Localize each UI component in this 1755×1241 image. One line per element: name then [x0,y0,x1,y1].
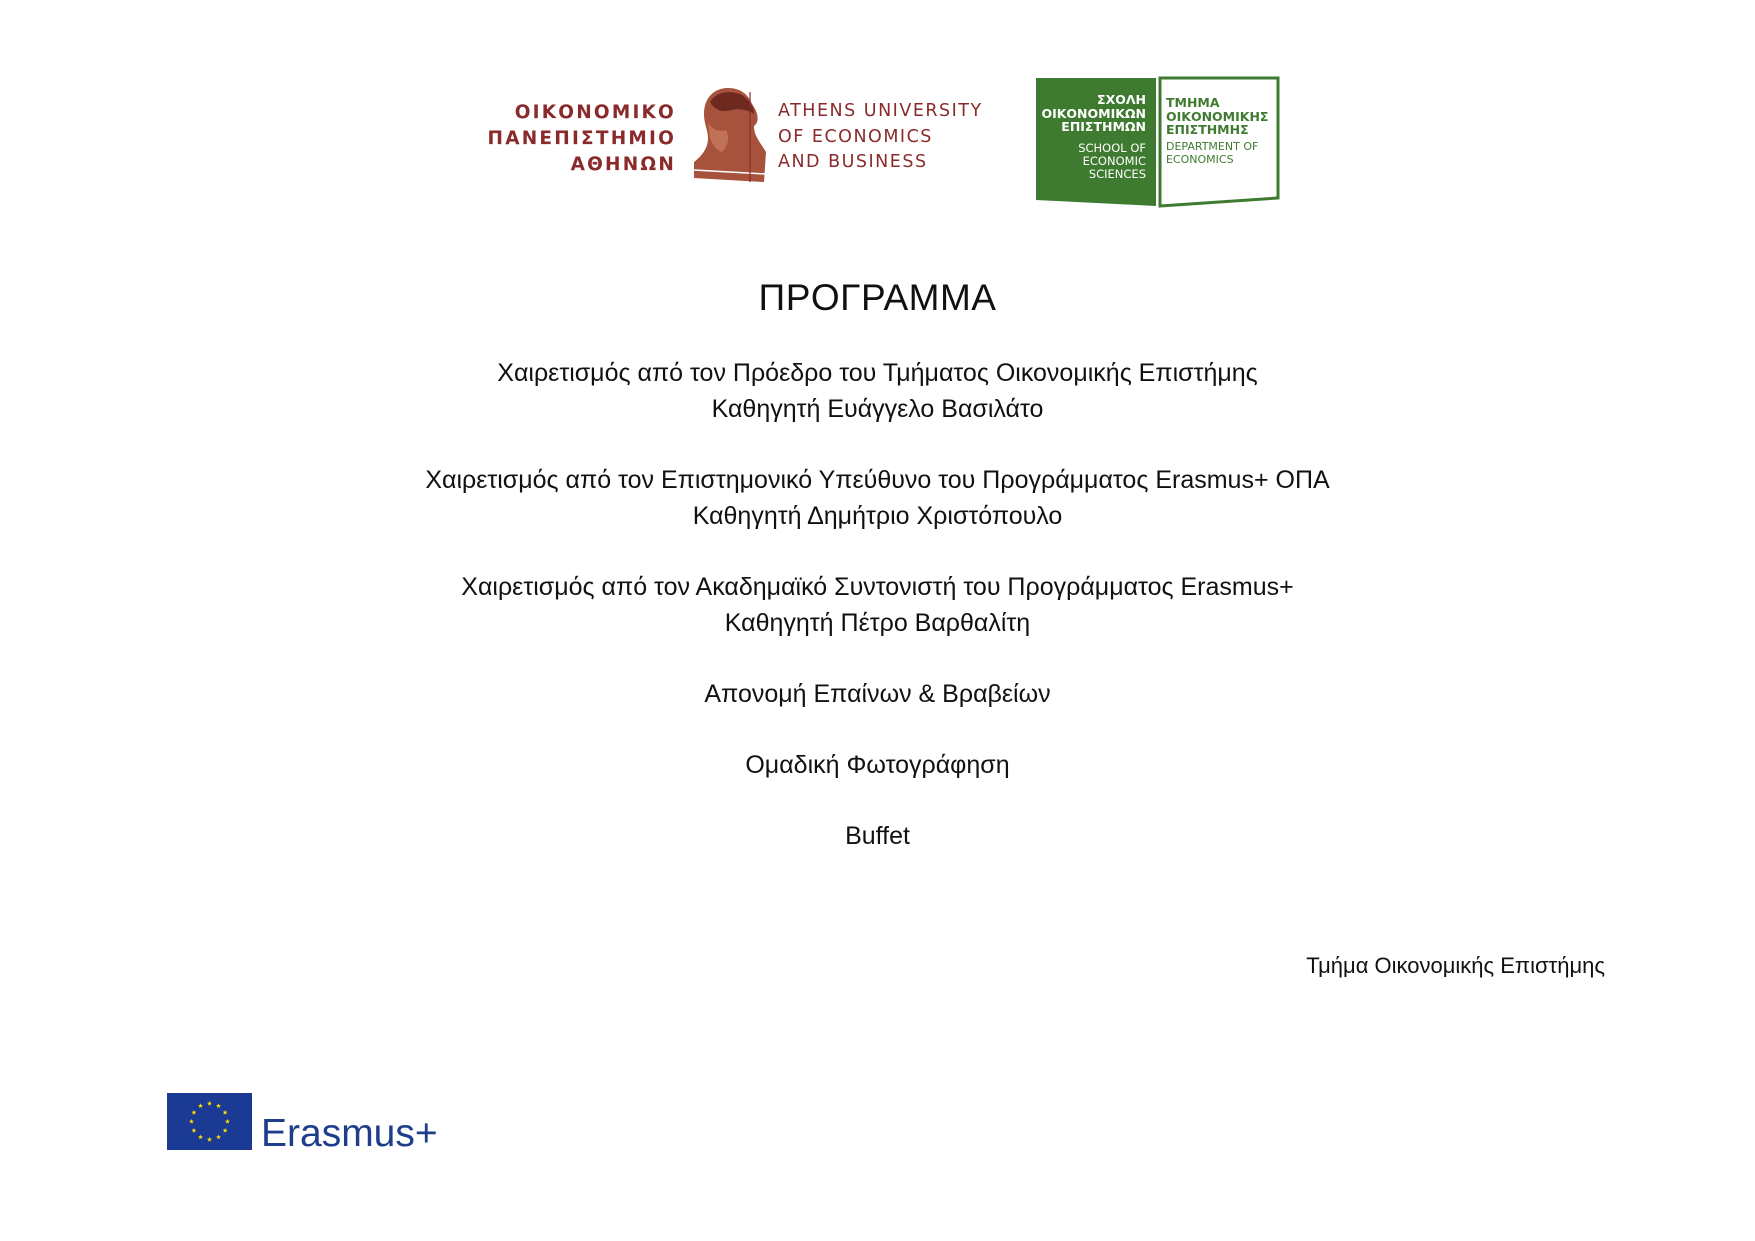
program-item [0,818,1755,854]
school-greek-name [1034,93,1146,134]
department-english-name [1166,141,1258,166]
program-item-speaker: Καθηγητή Δημήτριο Χριστόπουλο [692,502,1063,530]
school-english-line: SCIENCES [1088,167,1146,181]
program-item-speaker: Καθηγητή Ευάγγελο Βασιλάτο [711,395,1044,423]
program-item [0,355,1755,427]
aueb-english-name [778,99,983,176]
aueb-english-line: OF ECONOMICS [778,126,933,147]
school-english-name [1034,142,1146,181]
department-greek-line: ΟΙΚΟΝΟΜΙΚΗΣ [1166,108,1269,124]
program-item-speaker: Καθηγητή Πέτρο Βαρθαλίτη [724,609,1031,637]
school-greek-line: ΟΙΚΟΝΟΜΙΚΩΝ [1041,105,1146,121]
program-item [0,676,1755,712]
aueb-bust-icon [684,82,774,186]
footer-department-name: Τμήμα Οικονομικής Επιστήμης [1306,953,1605,978]
department-greek-name [1166,96,1268,137]
aueb-greek-name [470,100,676,178]
program-item-text: Ομαδική Φωτογράφηση [745,751,1010,779]
eu-flag-icon [167,1093,252,1150]
program-item-text: Χαιρετισμός από τον Ακαδημαϊκό Συντονιστή του Προγράμματος Erasmus+ [461,573,1294,601]
program-item-text: Buffet [845,822,910,850]
department-greek-line: ΕΠΙΣΤΗΜΗΣ [1166,122,1249,137]
program-item-text: Χαιρετισμός από τον Επιστημονικό Υπεύθυνο του Προγράμματος Erasmus+ ΟΠΑ [425,466,1330,494]
department-english-line: ECONOMICS [1166,152,1234,166]
aueb-greek-line: ΠΑΝΕΠΙΣΤΗΜΙΟ [487,128,676,149]
department-english-line: DEPARTMENT OF [1166,140,1259,153]
program-item [0,462,1755,534]
aueb-english-line: AND BUSINESS [778,152,928,172]
aueb-greek-line: ΟΙΚΟΝΟΜΙΚΟ [514,102,676,123]
school-greek-line: ΕΠΙΣΤΗΜΩΝ [1061,119,1146,134]
school-english-line: SCHOOL OF [1078,141,1146,155]
aueb-english-line: ATHENS UNIVERSITY [778,101,983,121]
erasmus-plus-wordmark: Erasmus+ [261,1112,438,1155]
program-item-text: Χαιρετισμός από τον Πρόεδρο του Τμήματος Οικονομικής Επιστήμης [497,359,1258,387]
program-title: ΠΡΟΓΡΑΜΜΑ [758,277,997,318]
program-item-text: Απονομή Επαίνων & Βραβείων [704,680,1051,708]
school-english-line: ECONOMIC [1082,154,1146,168]
program-item [0,747,1755,783]
department-greek-line: ΤΜΗΜΑ [1166,95,1220,110]
aueb-greek-line: ΑΘΗΝΩΝ [570,154,676,175]
school-greek-line: ΣΧΟΛΗ [1097,92,1146,107]
program-item [0,569,1755,641]
